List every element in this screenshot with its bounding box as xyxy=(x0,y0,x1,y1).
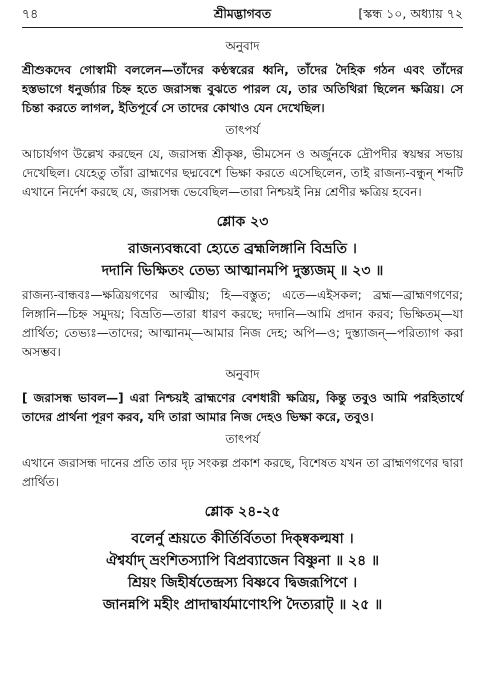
translation-text: শ্রীশুকদেব গোস্বামী বললেন—তাঁদের কণ্ঠস্বরের ধ্বনি, তাঁদের দৈহিক গঠন এবং তাঁদের হস্তভাগে ধনুর্জ্যার চিহ্ন হতে জরাসন্ধ বুঝতে পারল যে, তার অতিথিরা ছিলেন ক্ষত্রিয়। সে চিন্তা করতে লাগল, ইতিপূর্বে সে তাদের কোথাও যেন দেখেছিল। xyxy=(22,63,463,115)
verse-line: জানন্নপি মহীং প্রাদাদ্বার্যমাণোঽপি দৈত্যরাট্ ॥ ২৫ ॥ xyxy=(102,597,383,613)
verse-line: রাজন্যবন্ধবো হ্যেতে ব্রহ্মলিঙ্গানি বিভ্রতি । xyxy=(128,241,357,257)
page-body xyxy=(22,34,463,620)
chapter-reference: [স্কন্ধ ১০, অধ্যায় ৭২ xyxy=(358,6,463,21)
verse-23-purport: এখানে জরাসন্ধ দানের প্রতি তার দৃঢ় সংকল্প প্রকাশ করছে, বিশেষত যখন তা ব্রাহ্মণগণের দ্বারা প্রার্থিত। xyxy=(22,456,463,489)
verse-24-25-heading: শ্লোক ২৪-২৫ xyxy=(204,504,281,520)
verse-line: ঐশ্বর্যাদ্ ভ্রংশিতস্যাপি বিপ্রব্যাজেন বিষ্ণুনা ॥ ২৪ ॥ xyxy=(105,553,379,569)
purport-heading: তাৎপর্য xyxy=(225,123,260,137)
verse-line: শ্রিয়ং জিহীর্ষতেন্দ্রস্য বিষ্ণবে দ্বিজরূপিণে । xyxy=(127,575,358,591)
verse-23-text xyxy=(22,238,463,282)
page-number: ৭৪ xyxy=(22,6,39,21)
verse-23-heading: শ্লোক ২৩ xyxy=(216,214,269,230)
page-header xyxy=(22,6,463,26)
verse-23-translation-heading: অনুবাদ xyxy=(225,367,260,381)
purport-text: আচার্যগণ উল্লেখ করছেন যে, জরাসন্ধ শ্রীকৃষ্ণ, ভীমসেন ও অর্জুনকে দ্রৌপদীর স্বয়ম্বর সভায় দেখেছিল। যেহেতু তাঁরা ব্রাহ্মণের ছদ্মবেশে ভিক্ষা করতে এসেছিলেন, তাই রাজন্য-বন্ধুন্ শব্দটি এখানে নির্দেশ করছে যে, জরাসন্ধ ভেবেছিল—তারা নিশ্চয়ই নিম্ন শ্রেণীর ক্ষত্রিয় হবেন। xyxy=(22,147,463,199)
translation-heading: অনুবাদ xyxy=(225,39,260,53)
verse-23-purport-heading: তাৎপর্য xyxy=(225,432,260,446)
verse-23-translation: [ জরাসন্ধ ভাবল—] এরা নিশ্চয়ই ব্রাহ্মণের বেশধারী ক্ষত্রিয়, কিন্তু তবুও আমি পরহিতার্থে তাদের প্রার্থনা পূরণ করব, যদি তারা আমার নিজ দেহও ভিক্ষা করে, তবুও। xyxy=(22,391,463,424)
verse-24-25-text xyxy=(22,528,463,616)
verse-line: দদানি ভিক্ষিতং তেভ্য আত্মানমপি দুস্ত্যজম্ ॥ ২৩ ॥ xyxy=(101,263,384,279)
header-rule xyxy=(22,27,463,28)
verse-line: বলের্নু শ্রূয়তে কীর্তির্বিততা দিক্ষ্বকল্মষা । xyxy=(131,531,354,547)
book-title: শ্রীমদ্ভাগবত xyxy=(213,6,272,21)
verse-23-synonyms: রাজন্য-বান্ধবঃ—ক্ষত্রিয়গণের আত্মীয়; হি—বস্তুত; এতে—এইসকল; ব্রহ্ম—ব্রাহ্মণগণের; লিঙ্গানি—চিহ্ন সমুদয়; বিভ্রতি—তারা ধারণ করছে; দদানি—আমি প্রদান করব; ভিক্ষিতম্—যা প্রার্থিত; তেভ্যঃ—তাদের; আত্মানম্—আমার নিজ দেহ; অপি—ও; দুস্ত্যাজন্—পরিত্যাগ করা অসম্ভব। xyxy=(22,288,463,359)
